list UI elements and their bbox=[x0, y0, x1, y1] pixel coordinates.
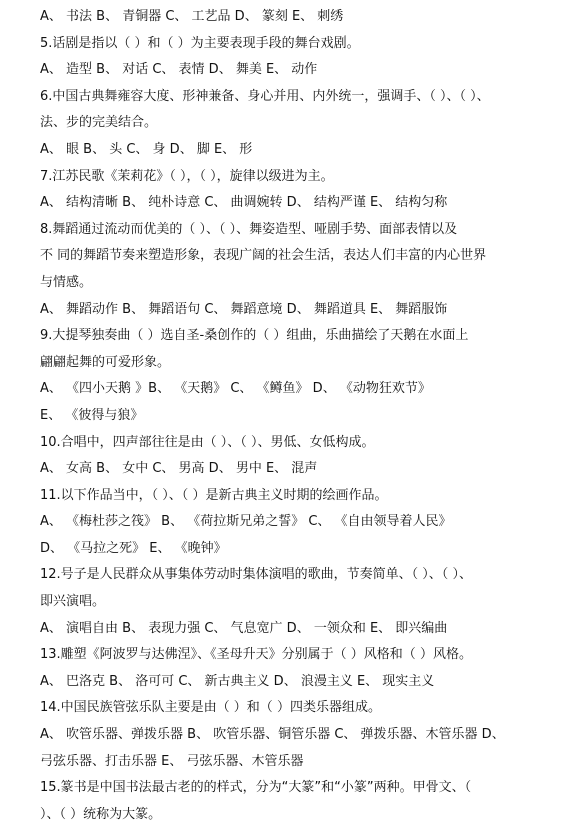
question-12-line-2: 即兴演唱。 bbox=[40, 594, 106, 610]
options-line-q4: A、 书法 B、 青铜器 C、 工艺品 D、 篆刻 E、 刺绣 bbox=[40, 9, 344, 24]
options-line-q9-a: A、 《四小天鹅 》B、 《天鹅》 C、 《鳟鱼》 D、 《动物狂欢节》 bbox=[40, 381, 431, 397]
options-line-q13: A、 巴洛克 B、 洛可可 C、 新古典主义 D、 浪漫主义 E、 现实主义 bbox=[40, 673, 435, 689]
options-line-q7: A、 结构清晰 B、 纯朴诗意 C、 曲调婉转 D、 结构严谨 E、 结构匀称 bbox=[40, 195, 448, 211]
question-5: 5.话剧是指以（ ）和（ ）为主要表现手段的舞台戏剧。 bbox=[40, 35, 360, 51]
question-11: 11.以下作品当中，（ ）、（ ）是新古典主义时期的绘画作品。 bbox=[40, 487, 388, 503]
options-line-q5: A、 造型 B、 对话 C、 表情 D、 舞美 E、 动作 bbox=[40, 62, 318, 78]
options-line-q11-a: A、 《梅杜莎之筏》 B、 《荷拉斯兄弟之誓》 C、 《自由领导着人民》 bbox=[40, 514, 452, 530]
question-10: 10.合唱中，四声部往往是由（ ）、（ ）、男低、女低构成。 bbox=[40, 434, 375, 450]
options-line-q14-a: A、 吹管乐器、弹拨乐器 B、 吹管乐器、铜管乐器 C、 弹拨乐器、木管乐器 D、 bbox=[40, 727, 505, 743]
question-6-line-1: 6.中国古典舞雍容大度、形神兼备、身心并用、内外统一，强调手、（ ）、（ ）、 bbox=[40, 88, 490, 104]
options-line-q8: A、 舞蹈动作 B、 舞蹈语句 C、 舞蹈意境 D、 舞蹈道具 E、 舞蹈服饰 bbox=[40, 301, 448, 317]
question-9-line-2: 翩翩起舞的可爱形象。 bbox=[40, 354, 171, 370]
options-line-q11-b: D、 《马拉之死》 E、 《晚钟》 bbox=[40, 540, 227, 556]
question-15-line-2: ）、（ ）统称为大篆。 bbox=[40, 806, 162, 822]
options-line-q10: A、 女高 B、 女中 C、 男高 D、 男中 E、 混声 bbox=[40, 461, 318, 477]
question-9-line-1: 9.大提琴独奏曲（ ）选自圣-桑创作的（ ）组曲，乐曲描绘了天鹅在水面上 bbox=[40, 328, 469, 344]
question-15-line-1: 15.篆书是中国书法最古老的的样式，分为“大篆”和“小篆”两种。甲骨文、（ bbox=[40, 780, 472, 796]
question-7: 7.江苏民歌《茉莉花》（ ），（ ），旋律以级进为主。 bbox=[40, 168, 334, 184]
question-13: 13.雕塑《阿波罗与达佛涅》、《圣母升天》分别属于（ ）风格和（ ）风格。 bbox=[40, 647, 472, 663]
question-12-line-1: 12.号子是人民群众从事集体劳动时集体演唱的歌曲，节奏简单、（ ）、（ ）、 bbox=[40, 567, 472, 583]
options-line-q12: A、 演唱自由 B、 表现力强 C、 气息宽广 D、 一领众和 E、 即兴编曲 bbox=[40, 620, 448, 636]
question-14: 14.中国民族管弦乐队主要是由（ ）和（ ）四类乐器组成。 bbox=[40, 700, 381, 716]
options-line-q14-b: 弓弦乐器、打击乐器 E、 弓弦乐器、木管乐器 bbox=[40, 753, 304, 769]
options-line-q6: A、 眼 B、 头 C、 身 D、 脚 E、 形 bbox=[40, 141, 253, 157]
question-6-line-2: 法、步的完美结合。 bbox=[40, 115, 158, 131]
question-8-line-2: 不 同的舞蹈节奏来塑造形象，表现广阔的社会生活，表达人们丰富的内心世界 bbox=[40, 248, 487, 264]
options-line-q9-b: E、 《彼得与狼》 bbox=[40, 407, 144, 423]
question-8-line-3: 与情感。 bbox=[40, 274, 93, 290]
question-8-line-1: 8.舞蹈通过流动而优美的（ ）、（ ）、舞姿造型、哑剧手势、面部表情以及 bbox=[40, 221, 458, 237]
